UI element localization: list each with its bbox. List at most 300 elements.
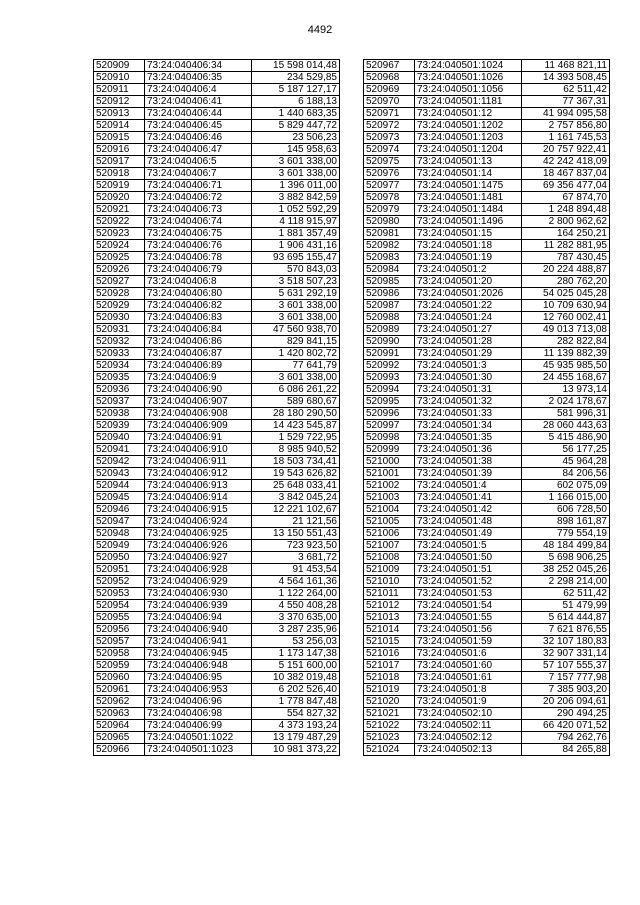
cadastral-value: 164 250,21 — [522, 228, 610, 240]
cadastral-value: 15 598 014,48 — [252, 60, 340, 72]
row-number: 520972 — [364, 120, 415, 132]
row-number: 520952 — [94, 576, 145, 588]
row-number: 520988 — [364, 312, 415, 324]
table-row — [94, 276, 340, 288]
cadastral-number: 73:24:040501:1056 — [415, 84, 522, 96]
row-number: 520933 — [94, 348, 145, 360]
row-number: 521017 — [364, 660, 415, 672]
table-row — [364, 108, 610, 120]
table-row — [94, 528, 340, 540]
cadastral-number: 73:24:040406:94 — [145, 612, 252, 624]
table-row — [94, 60, 340, 72]
cadastral-value: 3 601 338,00 — [252, 168, 340, 180]
cadastral-value: 5 415 486,90 — [522, 432, 610, 444]
cadastral-value: 4 118 915,97 — [252, 216, 340, 228]
cadastral-value: 1 396 011,00 — [252, 180, 340, 192]
table-row — [364, 324, 610, 336]
table-row — [94, 444, 340, 456]
cadastral-value: 28 060 443,63 — [522, 420, 610, 432]
row-number: 520978 — [364, 192, 415, 204]
cadastral-number: 73:24:040501:30 — [415, 372, 522, 384]
table-row — [364, 552, 610, 564]
cadastral-value: 14 393 508,45 — [522, 72, 610, 84]
cadastral-value: 28 180 290,50 — [252, 408, 340, 420]
cadastral-number: 73:24:040501:50 — [415, 552, 522, 564]
cadastral-value: 779 554,19 — [522, 528, 610, 540]
cadastral-number: 73:24:040406:72 — [145, 192, 252, 204]
cadastral-number: 73:24:040501:31 — [415, 384, 522, 396]
cadastral-number: 73:24:040501:6 — [415, 648, 522, 660]
row-number: 520982 — [364, 240, 415, 252]
cadastral-value: 3 601 338,00 — [252, 156, 340, 168]
row-number: 520983 — [364, 252, 415, 264]
row-number: 520957 — [94, 636, 145, 648]
row-number: 520922 — [94, 216, 145, 228]
cadastral-number: 73:24:040406:86 — [145, 336, 252, 348]
row-number: 520995 — [364, 396, 415, 408]
table-row — [94, 228, 340, 240]
row-number: 520940 — [94, 432, 145, 444]
cadastral-value: 1 420 802,72 — [252, 348, 340, 360]
cadastral-number: 73:24:040406:34 — [145, 60, 252, 72]
cadastral-value: 3 882 842,59 — [252, 192, 340, 204]
cadastral-value: 3 842 045,24 — [252, 492, 340, 504]
cadastral-number: 73:24:040406:926 — [145, 540, 252, 552]
row-number: 520945 — [94, 492, 145, 504]
cadastral-number: 73:24:040406:909 — [145, 420, 252, 432]
cadastral-number: 73:24:040501:18 — [415, 240, 522, 252]
cadastral-value: 787 430,45 — [522, 252, 610, 264]
cadastral-number: 73:24:040501:12 — [415, 108, 522, 120]
row-number: 520955 — [94, 612, 145, 624]
table-row — [94, 384, 340, 396]
row-number: 520916 — [94, 144, 145, 156]
table-row — [364, 276, 610, 288]
row-number: 520956 — [94, 624, 145, 636]
row-number: 520996 — [364, 408, 415, 420]
cadastral-value: 2 298 214,00 — [522, 576, 610, 588]
cadastral-value: 5 187 127,17 — [252, 84, 340, 96]
cadastral-number: 73:24:040406:80 — [145, 288, 252, 300]
cadastral-number: 73:24:040406:82 — [145, 300, 252, 312]
cadastral-number: 73:24:040406:924 — [145, 516, 252, 528]
row-number: 520970 — [364, 96, 415, 108]
cadastral-value: 1 881 357,49 — [252, 228, 340, 240]
cadastral-number: 73:24:040406:35 — [145, 72, 252, 84]
cadastral-value: 5 614 444,87 — [522, 612, 610, 624]
cadastral-number: 73:24:040406:930 — [145, 588, 252, 600]
table-row — [364, 60, 610, 72]
cadastral-number: 73:24:040406:928 — [145, 564, 252, 576]
row-number: 520960 — [94, 672, 145, 684]
cadastral-number: 73:24:040406:5 — [145, 156, 252, 168]
cadastral-number: 73:24:040406:45 — [145, 120, 252, 132]
row-number: 521002 — [364, 480, 415, 492]
cadastral-value: 20 224 488,87 — [522, 264, 610, 276]
row-number: 520943 — [94, 468, 145, 480]
cadastral-value: 42 242 418,09 — [522, 156, 610, 168]
cadastral-number: 73:24:040501:20 — [415, 276, 522, 288]
cadastral-number: 73:24:040406:915 — [145, 504, 252, 516]
cadastral-value: 54 025 045,28 — [522, 288, 610, 300]
row-number: 520925 — [94, 252, 145, 264]
cadastral-value: 145 958,63 — [252, 144, 340, 156]
cadastral-value: 12 760 002,41 — [522, 312, 610, 324]
table-row — [364, 264, 610, 276]
cadastral-number: 73:24:040501:55 — [415, 612, 522, 624]
row-number: 521020 — [364, 696, 415, 708]
table-row — [94, 432, 340, 444]
cadastral-value: 13 973,14 — [522, 384, 610, 396]
cadastral-number: 73:24:040406:7 — [145, 168, 252, 180]
row-number: 520987 — [364, 300, 415, 312]
cadastral-value: 280 762,20 — [522, 276, 610, 288]
cadastral-value: 1 440 683,35 — [252, 108, 340, 120]
table-row — [364, 372, 610, 384]
cadastral-number: 73:24:040406:47 — [145, 144, 252, 156]
row-number: 521015 — [364, 636, 415, 648]
row-number: 521014 — [364, 624, 415, 636]
cadastral-value: 4 373 193,24 — [252, 720, 340, 732]
row-number: 520942 — [94, 456, 145, 468]
cadastral-number: 73:24:040501:13 — [415, 156, 522, 168]
cadastral-value: 3 287 235,96 — [252, 624, 340, 636]
row-number: 520998 — [364, 432, 415, 444]
row-number: 520932 — [94, 336, 145, 348]
row-number: 520966 — [94, 744, 145, 756]
cadastral-value: 8 985 940,52 — [252, 444, 340, 456]
table-row — [94, 600, 340, 612]
row-number: 520985 — [364, 276, 415, 288]
row-number: 520986 — [364, 288, 415, 300]
cadastral-number: 73:24:040501:24 — [415, 312, 522, 324]
table-row — [94, 156, 340, 168]
row-number: 520928 — [94, 288, 145, 300]
table-row — [94, 708, 340, 720]
cadastral-number: 73:24:040501:1484 — [415, 204, 522, 216]
cadastral-value: 14 423 545,87 — [252, 420, 340, 432]
row-number: 520953 — [94, 588, 145, 600]
table-row — [364, 420, 610, 432]
table-row — [94, 468, 340, 480]
cadastral-value: 829 841,15 — [252, 336, 340, 348]
cadastral-number: 73:24:040501:1481 — [415, 192, 522, 204]
cadastral-value: 20 757 922,41 — [522, 144, 610, 156]
cadastral-value: 6 086 261,22 — [252, 384, 340, 396]
table-row — [94, 684, 340, 696]
row-number: 520967 — [364, 60, 415, 72]
cadastral-value: 45 964,28 — [522, 456, 610, 468]
cadastral-value: 11 139 882,39 — [522, 348, 610, 360]
cadastral-value: 6 202 526,40 — [252, 684, 340, 696]
cadastral-number: 73:24:040501:15 — [415, 228, 522, 240]
cadastral-number: 73:24:040501:5 — [415, 540, 522, 552]
cadastral-value: 589 680,67 — [252, 396, 340, 408]
cadastral-number: 73:24:040501:41 — [415, 492, 522, 504]
row-number: 521005 — [364, 516, 415, 528]
table-row — [364, 156, 610, 168]
cadastral-number: 73:24:040406:9 — [145, 372, 252, 384]
table-row — [94, 408, 340, 420]
row-number: 520969 — [364, 84, 415, 96]
table-row — [94, 660, 340, 672]
table-row — [364, 192, 610, 204]
cadastral-value: 62 511,42 — [522, 84, 610, 96]
cadastral-value: 20 206 094,61 — [522, 696, 610, 708]
cadastral-value: 290 494,25 — [522, 708, 610, 720]
table-row — [364, 744, 610, 756]
table-row — [94, 144, 340, 156]
cadastral-value: 7 621 876,55 — [522, 624, 610, 636]
table-row — [364, 516, 610, 528]
table-row — [94, 564, 340, 576]
cadastral-number: 73:24:040501:61 — [415, 672, 522, 684]
table-row — [94, 180, 340, 192]
cadastral-number: 73:24:040501:22 — [415, 300, 522, 312]
cadastral-value: 3 370 635,00 — [252, 612, 340, 624]
table-row — [364, 312, 610, 324]
table-row — [364, 528, 610, 540]
cadastral-value: 32 107 180,83 — [522, 636, 610, 648]
row-number: 520929 — [94, 300, 145, 312]
cadastral-number: 73:24:040406:908 — [145, 408, 252, 420]
cadastral-value: 38 252 045,26 — [522, 564, 610, 576]
cadastral-value: 7 157 777,98 — [522, 672, 610, 684]
row-number: 520991 — [364, 348, 415, 360]
table-row — [364, 708, 610, 720]
row-number: 521000 — [364, 456, 415, 468]
row-number: 520979 — [364, 204, 415, 216]
table-row — [364, 144, 610, 156]
cadastral-value: 45 935 985,50 — [522, 360, 610, 372]
table-row — [94, 288, 340, 300]
row-number: 520962 — [94, 696, 145, 708]
row-number: 520975 — [364, 156, 415, 168]
cadastral-number: 73:24:040502:11 — [415, 720, 522, 732]
table-row — [364, 396, 610, 408]
cadastral-number: 73:24:040501:35 — [415, 432, 522, 444]
cadastral-number: 73:24:040406:941 — [145, 636, 252, 648]
table-row — [94, 132, 340, 144]
row-number: 521024 — [364, 744, 415, 756]
cadastral-number: 73:24:040502:13 — [415, 744, 522, 756]
cadastral-number: 73:24:040501:49 — [415, 528, 522, 540]
table-row — [364, 456, 610, 468]
cadastral-number: 73:24:040406:953 — [145, 684, 252, 696]
table-row — [94, 540, 340, 552]
cadastral-number: 73:24:040406:4 — [145, 84, 252, 96]
table-row — [364, 240, 610, 252]
cadastral-value: 1 122 264,00 — [252, 588, 340, 600]
cadastral-value: 47 560 938,70 — [252, 324, 340, 336]
cadastral-number: 73:24:040406:910 — [145, 444, 252, 456]
table-row — [94, 576, 340, 588]
table-row — [94, 612, 340, 624]
cadastral-value: 602 075,09 — [522, 480, 610, 492]
cadastral-value: 2 800 962,62 — [522, 216, 610, 228]
row-number: 520930 — [94, 312, 145, 324]
table-row — [364, 228, 610, 240]
row-number: 520921 — [94, 204, 145, 216]
cadastral-value: 41 994 095,58 — [522, 108, 610, 120]
table-row — [94, 492, 340, 504]
cadastral-value: 18 503 734,41 — [252, 456, 340, 468]
cadastral-value: 5 631 292,19 — [252, 288, 340, 300]
table-row — [94, 336, 340, 348]
table-row — [94, 516, 340, 528]
cadastral-value: 24 455 168,67 — [522, 372, 610, 384]
cadastral-value: 56 177,25 — [522, 444, 610, 456]
table-row — [364, 168, 610, 180]
row-number: 520965 — [94, 732, 145, 744]
row-number: 520958 — [94, 648, 145, 660]
row-number: 520938 — [94, 408, 145, 420]
row-number: 520934 — [94, 360, 145, 372]
row-number: 520974 — [364, 144, 415, 156]
table-row — [364, 564, 610, 576]
cadastral-value: 1 161 745,53 — [522, 132, 610, 144]
cadastral-number: 73:24:040406:912 — [145, 468, 252, 480]
table-row — [364, 636, 610, 648]
table-row — [364, 612, 610, 624]
row-number: 520927 — [94, 276, 145, 288]
table-row — [364, 96, 610, 108]
cadastral-number: 73:24:040406:87 — [145, 348, 252, 360]
cadastral-value: 1 529 722,95 — [252, 432, 340, 444]
cadastral-number: 73:24:040501:56 — [415, 624, 522, 636]
table-row — [94, 504, 340, 516]
table-row — [94, 72, 340, 84]
cadastral-number: 73:24:040406:76 — [145, 240, 252, 252]
cadastral-value: 3 681,72 — [252, 552, 340, 564]
cadastral-value: 84 265,88 — [522, 744, 610, 756]
table-row — [94, 264, 340, 276]
row-number: 521022 — [364, 720, 415, 732]
cadastral-value: 23 506,23 — [252, 132, 340, 144]
cadastral-value: 1 166 015,00 — [522, 492, 610, 504]
cadastral-number: 73:24:040501:38 — [415, 456, 522, 468]
table-row — [94, 672, 340, 684]
row-number: 520994 — [364, 384, 415, 396]
cadastral-number: 73:24:040502:12 — [415, 732, 522, 744]
cadastral-value: 234 529,85 — [252, 72, 340, 84]
row-number: 520977 — [364, 180, 415, 192]
row-number: 520990 — [364, 336, 415, 348]
table-row — [364, 504, 610, 516]
cadastral-number: 73:24:040501:60 — [415, 660, 522, 672]
cadastral-number: 73:24:040501:39 — [415, 468, 522, 480]
table-row — [94, 324, 340, 336]
cadastral-value: 18 467 837,04 — [522, 168, 610, 180]
row-number: 521019 — [364, 684, 415, 696]
cadastral-number: 73:24:040501:1203 — [415, 132, 522, 144]
row-number: 520911 — [94, 84, 145, 96]
cadastral-number: 73:24:040406:83 — [145, 312, 252, 324]
table-row — [364, 444, 610, 456]
cadastral-number: 73:24:040501:54 — [415, 600, 522, 612]
cadastral-value: 570 843,03 — [252, 264, 340, 276]
table-row — [94, 84, 340, 96]
cadastral-value: 7 385 903,20 — [522, 684, 610, 696]
cadastral-value: 581 996,31 — [522, 408, 610, 420]
cadastral-number: 73:24:040406:99 — [145, 720, 252, 732]
cadastral-value: 12 221 102,67 — [252, 504, 340, 516]
table-row — [364, 588, 610, 600]
table-row — [94, 360, 340, 372]
cadastral-value: 19 543 626,82 — [252, 468, 340, 480]
cadastral-value: 723 923,50 — [252, 540, 340, 552]
table-row — [94, 420, 340, 432]
row-number: 521010 — [364, 576, 415, 588]
row-number: 520910 — [94, 72, 145, 84]
row-number: 521018 — [364, 672, 415, 684]
row-number: 520926 — [94, 264, 145, 276]
row-number: 520950 — [94, 552, 145, 564]
cadastral-number: 73:24:040406:907 — [145, 396, 252, 408]
cadastral-number: 73:24:040406:927 — [145, 552, 252, 564]
row-number: 521016 — [364, 648, 415, 660]
cadastral-value: 1 052 592,29 — [252, 204, 340, 216]
cadastral-value: 794 262,76 — [522, 732, 610, 744]
cadastral-number: 73:24:040501:33 — [415, 408, 522, 420]
row-number: 521021 — [364, 708, 415, 720]
cadastral-number: 73:24:040501:1022 — [145, 732, 252, 744]
cadastral-value: 49 013 713,08 — [522, 324, 610, 336]
row-number: 520917 — [94, 156, 145, 168]
row-number: 520914 — [94, 120, 145, 132]
row-number: 520946 — [94, 504, 145, 516]
table-row — [364, 180, 610, 192]
row-number: 520989 — [364, 324, 415, 336]
cadastral-number: 73:24:040406:940 — [145, 624, 252, 636]
row-number: 520944 — [94, 480, 145, 492]
row-number: 520936 — [94, 384, 145, 396]
cadastral-number: 73:24:040501:1023 — [145, 744, 252, 756]
cadastral-value: 93 695 155,47 — [252, 252, 340, 264]
table-row — [364, 684, 610, 696]
row-number: 520937 — [94, 396, 145, 408]
table-row — [364, 696, 610, 708]
cadastral-number: 73:24:040406:96 — [145, 696, 252, 708]
cadastral-value: 10 382 019,48 — [252, 672, 340, 684]
cadastral-number: 73:24:040406:914 — [145, 492, 252, 504]
cadastral-number: 73:24:040501:28 — [415, 336, 522, 348]
row-number: 521001 — [364, 468, 415, 480]
cadastral-value: 77 641,79 — [252, 360, 340, 372]
row-number: 521003 — [364, 492, 415, 504]
cadastral-value: 2 757 856,80 — [522, 120, 610, 132]
table-row — [94, 624, 340, 636]
registry-table-right — [363, 59, 610, 756]
cadastral-number: 73:24:040406:95 — [145, 672, 252, 684]
cadastral-value: 5 698 906,25 — [522, 552, 610, 564]
cadastral-value: 11 468 821,11 — [522, 60, 610, 72]
table-row — [364, 492, 610, 504]
cadastral-value: 5 151 600,00 — [252, 660, 340, 672]
row-number: 520951 — [94, 564, 145, 576]
cadastral-number: 73:24:040501:59 — [415, 636, 522, 648]
row-number: 520935 — [94, 372, 145, 384]
row-number: 520997 — [364, 420, 415, 432]
table-row — [364, 132, 610, 144]
row-number: 520980 — [364, 216, 415, 228]
table-row — [364, 300, 610, 312]
registry-table-left — [93, 59, 340, 756]
table-row — [364, 660, 610, 672]
cadastral-value: 554 827,32 — [252, 708, 340, 720]
table-row — [364, 468, 610, 480]
row-number: 520984 — [364, 264, 415, 276]
